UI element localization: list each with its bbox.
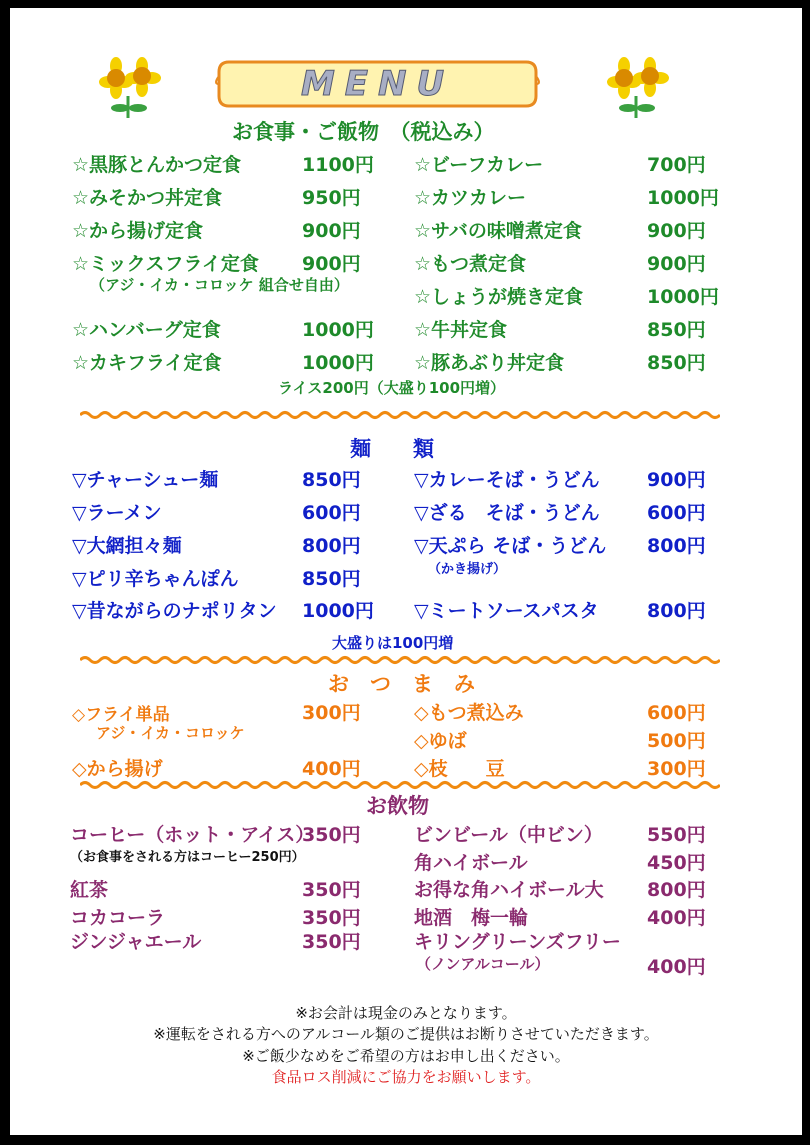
menu-item-name: ☆しょうが焼き定食 [414, 286, 584, 308]
wavy-divider [80, 780, 720, 790]
menu-item-price: 950円 [302, 187, 361, 209]
menu-item-price: 500円 [647, 730, 706, 752]
menu-item-price: 800円 [302, 535, 361, 557]
fry-note: アジ・イカ・コロッケ [96, 724, 245, 742]
menu-item-name: ▽カレーそば・うどん [414, 469, 600, 491]
menu-item-price: 600円 [647, 702, 706, 724]
menu-item-price: 800円 [647, 879, 706, 901]
meals-section-title: お食事・ご飯物 （税込み） [232, 120, 495, 144]
menu-item-name: ジンジャエール [70, 931, 202, 953]
menu-item-name: ◇から揚げ [72, 758, 163, 780]
wavy-divider [80, 410, 720, 420]
large-serving-note: 大盛りは100円増 [332, 634, 454, 652]
menu-item-price: 400円 [647, 956, 706, 978]
menu-item-name: ▽ざる そば・うどん [414, 502, 600, 524]
menu-page [10, 8, 802, 1135]
menu-item-name: ☆から揚げ定食 [72, 220, 204, 242]
menu-item-price: 900円 [302, 220, 361, 242]
menu-item-name: 地酒 梅一輪 [414, 907, 529, 929]
menu-item-price: 700円 [647, 154, 706, 176]
menu-item-price: 600円 [302, 502, 361, 524]
menu-item-price: 850円 [647, 352, 706, 374]
menu-item-name: お得な角ハイボール大 [414, 879, 604, 901]
menu-item-price: 350円 [302, 907, 361, 929]
menu-item-name: ☆ビーフカレー [414, 154, 544, 176]
menu-item-price: 1000円 [302, 352, 374, 374]
snacks-section-title: お つ ま み [328, 672, 475, 696]
menu-item-name: ☆もつ煮定食 [414, 253, 527, 275]
menu-item-name: ▽チャーシュー麺 [72, 469, 219, 491]
menu-item-price: 1000円 [302, 319, 374, 341]
menu-item-price: 1100円 [302, 154, 374, 176]
menu-item-name: ビンビール（中ビン） [414, 824, 603, 846]
menu-item-name: ▽天ぷら そば・うどん [414, 535, 607, 557]
menu-item-name: ▽昔ながらのナポリタン [72, 600, 277, 622]
menu-item-name: ☆みそかつ丼定食 [72, 187, 223, 209]
menu-item-price: 300円 [647, 758, 706, 780]
footer-note-cash: ※お会計は現金のみとなります。 [295, 1004, 517, 1022]
menu-item-name: ☆カキフライ定食 [72, 352, 222, 374]
menu-item-price: 900円 [647, 220, 706, 242]
wavy-divider [80, 655, 720, 665]
menu-item-name: ☆豚あぶり丼定食 [414, 352, 565, 374]
noodles-section-title: 麺 類 [350, 437, 434, 461]
menu-item-price: 350円 [302, 824, 361, 846]
menu-item-name: ◇枝 豆 [414, 758, 505, 780]
menu-item-price: 400円 [647, 907, 706, 929]
menu-item-name: キリングリーンズフリー [414, 931, 621, 953]
menu-item-price: 600円 [647, 502, 706, 524]
menu-item-price: 850円 [302, 568, 361, 590]
footer-note-rice: ※ご飯少なめをご希望の方はお申し出ください。 [242, 1047, 570, 1065]
menu-item-price: 900円 [647, 469, 706, 491]
menu-item-price: 300円 [302, 702, 361, 724]
menu-item-price: 400円 [302, 758, 361, 780]
menu-item-price: 1000円 [647, 286, 719, 308]
menu-item-name: ☆サバの味噌煮定食 [414, 220, 582, 242]
coffee-note: （お食事をされる方はコーヒー250円） [70, 850, 305, 865]
menu-item-price: 350円 [302, 879, 361, 901]
menu-item-name: コカコーラ [70, 907, 166, 929]
menu-item-name: ▽ピリ辛ちゃんぽん [72, 568, 239, 590]
menu-item-name: ☆ミックスフライ定食 [72, 253, 259, 275]
tempura-note: （かき揚げ） [428, 562, 507, 577]
menu-item-price: 900円 [302, 253, 361, 275]
menu-banner-text: MENU [300, 64, 455, 104]
menu-item-name: ☆牛丼定食 [414, 319, 508, 341]
menu-item-price: 450円 [647, 852, 706, 874]
footer-note-food-loss: 食品ロス削減にご協力をお願いします。 [271, 1068, 541, 1086]
rice-note: ライス200円（大盛り100円増） [278, 379, 506, 397]
menu-item-name: 紅茶 [70, 879, 109, 901]
menu-item-price: 800円 [647, 600, 706, 622]
menu-item-name: ▽ラーメン [72, 502, 162, 524]
menu-item-name: ☆ハンバーグ定食 [72, 319, 221, 341]
menu-item-price: 1000円 [647, 187, 719, 209]
menu-item-price: 1000円 [302, 600, 374, 622]
menu-item-name: 角ハイボール [414, 852, 528, 874]
mix-fry-note: （アジ・イカ・コロッケ 組合せ自由） [90, 276, 349, 294]
menu-item-price: 850円 [647, 319, 706, 341]
menu-item-price: 350円 [302, 931, 361, 953]
menu-item-name: ☆黒豚とんかつ定食 [72, 154, 242, 176]
menu-item-price: 900円 [647, 253, 706, 275]
menu-item-name: ▽大網担々麺 [72, 535, 182, 557]
menu-item-price: 850円 [302, 469, 361, 491]
menu-item-price: 800円 [647, 535, 706, 557]
footer-note-alcohol: ※運転をされる方へのアルコール類のご提供はお断りさせていただきます。 [153, 1025, 659, 1043]
menu-item-name: ◇もつ煮込み [414, 702, 524, 724]
nonalcohol-note: （ノンアルコール） [416, 955, 550, 973]
menu-item-name: ▽ミートソースパスタ [414, 600, 599, 622]
sunflower-right-icon [606, 56, 676, 118]
menu-item-name: ◇フライ単品 [72, 705, 170, 725]
menu-item-name: ◇ゆば [414, 730, 467, 752]
menu-item-name: コーヒー（ホット・アイス） [70, 824, 315, 846]
drinks-section-title: お飲物 [366, 794, 429, 818]
menu-item-name: ☆カツカレー [414, 187, 527, 209]
menu-item-price: 550円 [647, 824, 706, 846]
sunflower-left-icon [98, 56, 168, 118]
